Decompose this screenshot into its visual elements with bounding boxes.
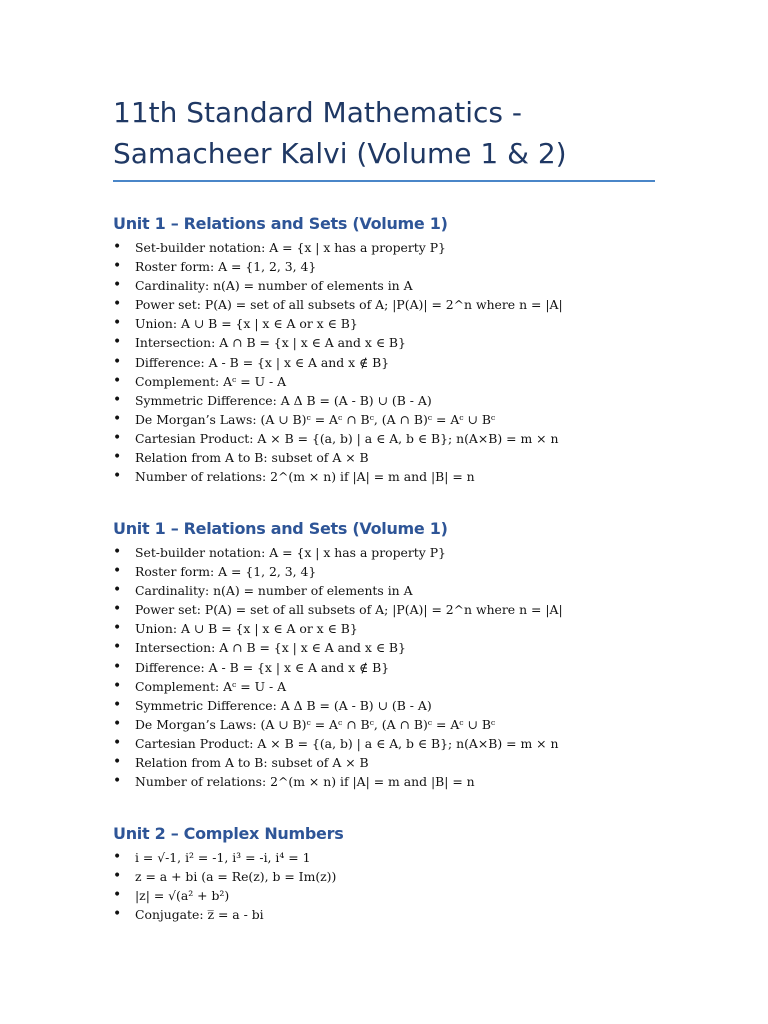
section-unit-2-complex-numbers (113, 822, 673, 924)
section-heading: Unit 2 – Complex Numbers (113, 824, 344, 843)
list-item: • Complement: Aᶜ = U - A (113, 372, 673, 391)
list-item: • Difference: A - B = {x | x ∈ A and x ∉ B} (113, 658, 673, 677)
list-item: • Intersection: A ∩ B = {x | x ∈ A and x ∈ B} (113, 638, 673, 657)
list-item: • Intersection: A ∩ B = {x | x ∈ A and x ∈ B} (113, 333, 673, 352)
list-item: • De Morgan’s Laws: (A ∪ B)ᶜ = Aᶜ ∩ Bᶜ, (A ∩ B)ᶜ = Aᶜ ∪ Bᶜ (113, 410, 673, 429)
section-heading: Unit 1 – Relations and Sets (Volume 1) (113, 214, 448, 233)
list-item: • i = √-1, i² = -1, i³ = -i, i⁴ = 1 (113, 848, 673, 867)
section-heading: Unit 1 – Relations and Sets (Volume 1) (113, 519, 448, 538)
list-item: • Roster form: A = {1, 2, 3, 4} (113, 257, 673, 276)
list-item: • Relation from A to B: subset of A × B (113, 448, 673, 467)
list-item: • Power set: P(A) = set of all subsets of A; |P(A)| = 2^n where n = |A| (113, 295, 673, 314)
list-item: • Relation from A to B: subset of A × B (113, 753, 673, 772)
list-item: • Union: A ∪ B = {x | x ∈ A or x ∈ B} (113, 314, 673, 333)
list-item: • Roster form: A = {1, 2, 3, 4} (113, 562, 673, 581)
list-item: • z = a + bi (a = Re(z), b = Im(z)) (113, 867, 673, 886)
list-item: • |z| = √(a² + b²) (113, 886, 673, 905)
list-item: • Complement: Aᶜ = U - A (113, 677, 673, 696)
bullet-list (113, 848, 673, 924)
page-title: 11th Standard Mathematics - Samacheer Kalvi (Volume 1 & 2) (113, 96, 567, 170)
title-underline (113, 180, 655, 182)
list-item: • Symmetric Difference: A Δ B = (A - B) ∪ (B - A) (113, 696, 673, 715)
list-item: • Cartesian Product: A × B = {(a, b) | a ∈ A, b ∈ B}; n(A×B) = m × n (113, 429, 673, 448)
list-item: • Set-builder notation: A = {x | x has a property P} (113, 543, 673, 562)
section-unit-1-relations-and-sets (113, 212, 673, 486)
list-item: • Difference: A - B = {x | x ∈ A and x ∉ B} (113, 353, 673, 372)
bullet-list (113, 238, 673, 486)
list-item: • Number of relations: 2^(m × n) if |A| = m and |B| = n (113, 772, 673, 791)
list-item: • Cartesian Product: A × B = {(a, b) | a ∈ A, b ∈ B}; n(A×B) = m × n (113, 734, 673, 753)
section-unit-1-relations-and-sets-repeat (113, 517, 673, 791)
list-item: • Union: A ∪ B = {x | x ∈ A or x ∈ B} (113, 619, 673, 638)
list-item: • Conjugate: z̅ = a - bi (113, 905, 673, 924)
list-item: • De Morgan’s Laws: (A ∪ B)ᶜ = Aᶜ ∩ Bᶜ, (A ∩ B)ᶜ = Aᶜ ∪ Bᶜ (113, 715, 673, 734)
bullet-list (113, 543, 673, 791)
list-item: • Set-builder notation: A = {x | x has a property P} (113, 238, 673, 257)
list-item: • Power set: P(A) = set of all subsets of A; |P(A)| = 2^n where n = |A| (113, 600, 673, 619)
list-item: • Cardinality: n(A) = number of elements in A (113, 276, 673, 295)
list-item: • Cardinality: n(A) = number of elements in A (113, 581, 673, 600)
list-item: • Number of relations: 2^(m × n) if |A| = m and |B| = n (113, 467, 673, 486)
list-item: • Symmetric Difference: A Δ B = (A - B) ∪ (B - A) (113, 391, 673, 410)
